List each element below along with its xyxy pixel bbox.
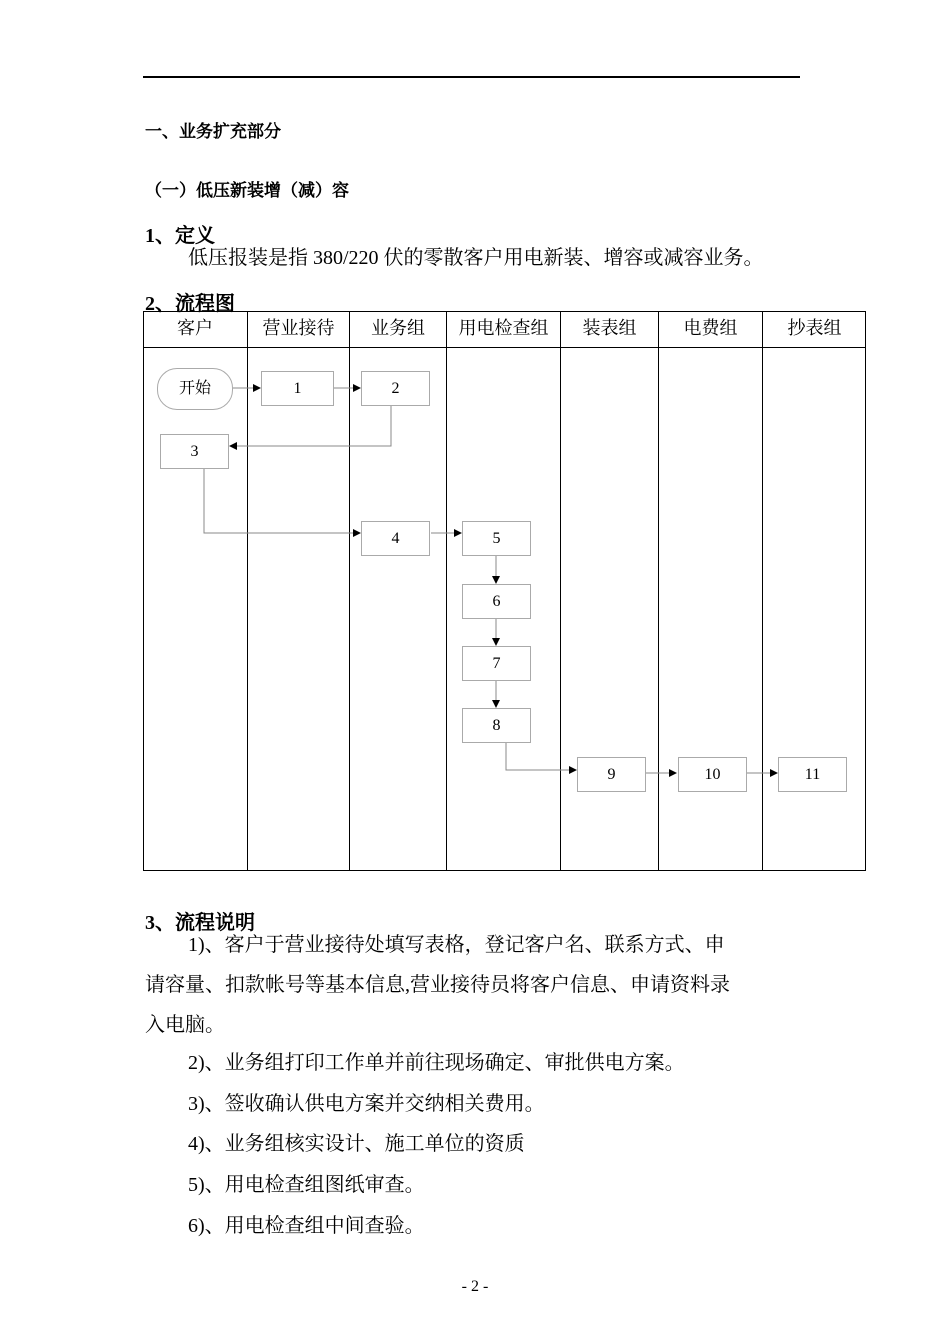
step-8-box: 8 — [462, 708, 531, 743]
lane-customer: 客户 — [177, 318, 213, 338]
flowchart-heading: 2、流程图 — [145, 293, 235, 315]
process-item-6: 6)、用电检查组中间查验。 — [188, 1215, 425, 1237]
lane-business-group: 业务组 — [371, 318, 425, 338]
step-6-box: 6 — [462, 584, 531, 619]
step-11-box: 11 — [778, 757, 847, 792]
step-10-box: 10 — [678, 757, 747, 792]
lane-meter-install-group: 装表组 — [582, 318, 637, 338]
process-item-1-line-3: 入电脑。 — [145, 1014, 225, 1036]
flowchart — [143, 311, 866, 871]
lane-billing-group: 电费组 — [683, 318, 738, 338]
lane-inspection-group: 用电检查组 — [458, 318, 549, 338]
subsection-title: （一）低压新装增（减）容 — [145, 181, 349, 200]
process-item-1-line-1: 1)、客户于营业接待处填写表格，登记客户名、联系方式、申 — [188, 934, 725, 956]
page-number: - 2 - — [461, 1278, 489, 1295]
step-2-box: 2 — [361, 371, 430, 406]
process-item-4: 4)、业务组核实设计、施工单位的资质 — [188, 1133, 525, 1155]
process-item-5: 5)、用电检查组图纸审查。 — [188, 1174, 425, 1196]
step-7-box: 7 — [462, 646, 531, 681]
process-item-3: 3)、签收确认供电方案并交纳相关费用。 — [188, 1093, 545, 1115]
step-5-box: 5 — [462, 521, 531, 556]
process-heading: 3、流程说明 — [145, 912, 255, 934]
step-9-box: 9 — [577, 757, 646, 792]
section-title: 一、业务扩充部分 — [145, 122, 281, 141]
lane-meter-reading-group: 抄表组 — [787, 318, 842, 338]
lane-reception: 营业接待 — [262, 318, 335, 338]
header-rule — [143, 76, 800, 78]
process-item-2: 2)、业务组打印工作单并前往现场确定、审批供电方案。 — [188, 1052, 685, 1074]
start-node: 开始 — [157, 368, 233, 410]
step-3-box: 3 — [160, 434, 229, 469]
process-item-1-line-2: 请容量、扣款帐号等基本信息,营业接待员将客户信息、申请资料录 — [145, 974, 730, 996]
step-4-box: 4 — [361, 521, 430, 556]
definition-heading: 1、定义 — [145, 225, 215, 247]
definition-text: 低压报装是指 380/220 伏的零散客户用电新装、增容或减容业务。 — [188, 247, 764, 269]
step-1-box: 1 — [261, 371, 334, 406]
